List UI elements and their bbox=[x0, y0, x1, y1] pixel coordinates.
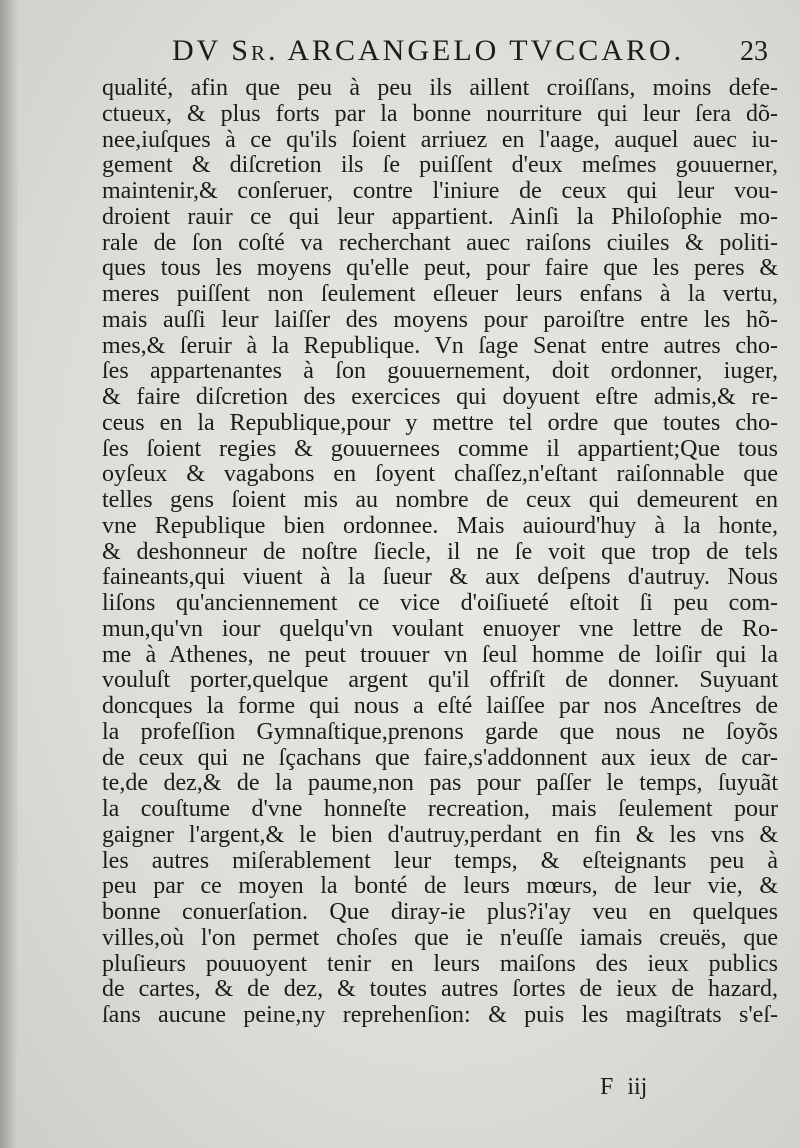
text-line: mun,qu'vn iour quelqu'vn voulant enuoyer vne lettre de Ro- bbox=[102, 615, 778, 642]
text-line: mes,& ſeruir à la Republique. Vn ſage Senat entre autres cho- bbox=[102, 332, 778, 359]
page-number: 23 bbox=[740, 36, 768, 67]
text-line: bonne conuerſation. Que diray-ie plus?i'ay veu en quelques bbox=[102, 899, 778, 925]
text-line: te,de dez,& de la paume,non pas pour paſſer le temps, ſuyuãt bbox=[102, 770, 778, 797]
text-line: oyſeux & vagabons en ſoyent chaſſez,n'eſtant raiſonnable que bbox=[102, 461, 778, 488]
text-line: rale de ſon coſté va recherchant auec raiſons ciuiles & politi- bbox=[102, 229, 778, 256]
text-line: mais auſſi leur laiſſer des moyens pour paroiſtre entre les hõ- bbox=[102, 306, 778, 333]
page-header bbox=[172, 30, 768, 76]
text-line: & faire diſcretion des exercices qui doyuent eſtre admis,& re- bbox=[102, 384, 778, 410]
text-line: la profeſſion Gymnaſtique,prenons garde que nous ne ſoyõs bbox=[102, 718, 778, 745]
text-line: liſons qu'anciennement ce vice d'oiſiueté eſtoit ſi peu com- bbox=[102, 590, 778, 616]
signature-mark: F iij bbox=[600, 1074, 648, 1100]
text-line: maintenir,& conſeruer, contre l'iniure de ceux qui leur vou- bbox=[102, 178, 778, 204]
text-line: ceus en la Republique,pour y mettre tel ordre que toutes cho- bbox=[102, 409, 778, 436]
text-line: villes,où l'on permet choſes que ie n'euſſe iamais creuës, que bbox=[102, 924, 778, 951]
text-line: peu par ce moyen la bonté de leurs mœurs, de leur vie, & bbox=[102, 873, 778, 900]
text-line: telles gens ſoient mis au nombre de ceux qui demeurent en bbox=[102, 487, 778, 513]
text-line: de cartes, & de dez, & toutes autres ſortes de ieux de hazard, bbox=[102, 976, 778, 1003]
text-line: les autres miſerablement leur temps, & eſteignants peu à bbox=[102, 847, 778, 874]
text-line: me à Athenes, ne peut trouuer vn ſeul homme de loiſir qui la bbox=[102, 641, 778, 668]
text-line: meres puiſſent non ſeulement eſleuer leurs enfans à la vertu, bbox=[102, 281, 778, 307]
text-line: droient rauir ce qui leur appartient. Ainſi la Philoſophie mo- bbox=[102, 203, 778, 230]
text-line: vouluſt porter,quelque argent qu'il offriſt de donner. Suyuant bbox=[102, 667, 778, 694]
text-line: gement & diſcretion ils ſe puiſſent d'eux meſmes gouuerner, bbox=[102, 152, 778, 179]
text-line: gaigner l'argent,& le bien d'autruy,perdant en fin & les vns & bbox=[102, 821, 778, 848]
text-line: & deshonneur de noſtre ſiecle, il ne ſe voit que trop de tels bbox=[102, 538, 778, 565]
body-text bbox=[102, 76, 778, 1029]
text-line: ſes ſoient regies & gouuernees comme il appartient;Que tous bbox=[102, 435, 778, 462]
text-line: de ceux qui ne ſçachans que faire,s'addonnent aux ieux de car- bbox=[102, 744, 778, 771]
text-line: ques tous les moyens qu'elle peut, pour faire que les peres & bbox=[102, 255, 778, 282]
text-line: la couſtume d'vne honneſte recreation, mais ſeulement pour bbox=[102, 796, 778, 822]
text-line: faineants,qui viuent à la ſueur & aux deſpens d'autruy. Nous bbox=[102, 564, 778, 591]
text-line: vne Republique bien ordonnee. Mais auiourd'huy à la honte, bbox=[102, 512, 778, 539]
text-line: ſans aucune peine,ny reprehenſion: & puis les magiſtrats s'eſ- bbox=[102, 1002, 778, 1028]
page-gutter-shadow bbox=[0, 0, 18, 1148]
text-line: nee,iuſques à ce qu'ils ſoient arriuez en l'aage, auquel auec iu- bbox=[102, 126, 778, 153]
text-line: ſes appartenantes à ſon gouuernement, doit ordonner, iuger, bbox=[102, 358, 778, 385]
text-line: doncques la forme qui nous a eſté laiſſee par nos Anceſtres de bbox=[102, 693, 778, 719]
text-line: ctueux, & plus forts par la bonne nourriture qui leur ſera dõ- bbox=[102, 100, 778, 127]
text-line: pluſieurs pouuoyent tenir en leurs maiſons des ieux publics bbox=[102, 950, 778, 977]
running-title: DV Sr. ARCANGELO TVCCARO. bbox=[172, 34, 685, 67]
text-line: qualité, afin que peu à peu ils aillent croiſſans, moins defe- bbox=[102, 75, 778, 101]
